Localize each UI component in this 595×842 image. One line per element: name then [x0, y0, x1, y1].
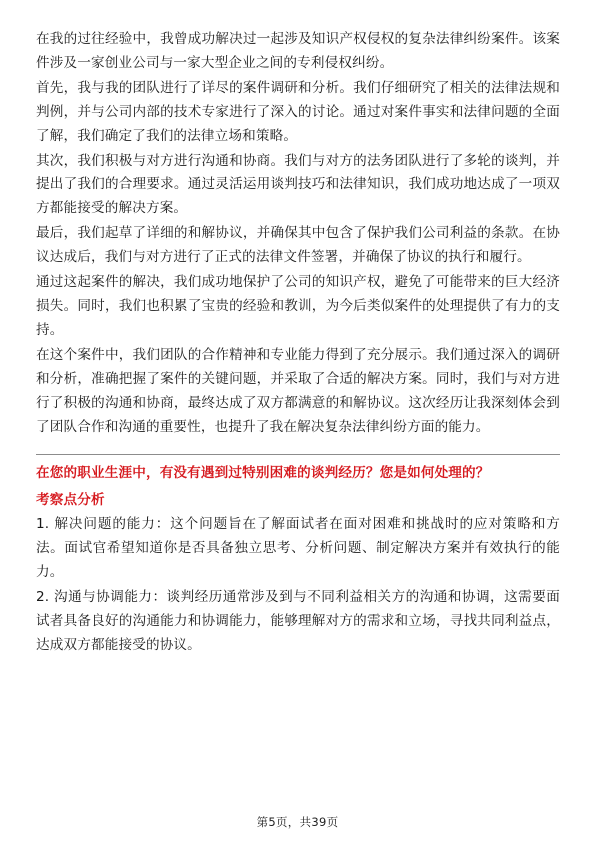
page-footer: 第5页，共39页: [256, 815, 339, 829]
document-page: [36, 28, 560, 658]
body-paragraph-6: 在这个案件中，我们团队的合作精神和专业能力得到了充分展示。我们通过深入的调研和分析，准确把握了案件的关键问题，并采取了合适的解决方案。同时，我们与对方进行了积极的沟通和协商，最终达成了双方都满意的和解协议。这次经历让我深刻体会到了团队合作和沟通的重要性，也提升了我在解决复杂法律纠纷方面的能力。: [36, 346, 560, 435]
body-paragraph-2: 首先，我与我的团队进行了详尽的案件调研和分析。我们仔细研究了相关的法律法规和判例，并与公司内部的技术专家进行了深入的讨论。通过对案件事实和法律问题的全面了解，我们确定了我们的法律立场和策略。: [36, 79, 560, 144]
body-paragraph-5: 通过这起案件的解决，我们成功地保护了公司的知识产权，避免了可能带来的巨大经济损失。同时，我们也积累了宝贵的经验和教训，为今后类似案件的处理提供了有力的支持。: [36, 274, 560, 338]
body-paragraph-1: 在我的过往经验中，我曾成功解决过一起涉及知识产权侵权的复杂法律纠纷案件。该案件涉及一家创业公司与一家大型企业之间的专利侵权纠纷。: [36, 31, 560, 71]
body-paragraph-4: 最后，我们起草了详细的和解协议，并确保其中包含了保护我们公司利益的条款。在协议达成后，我们与对方进行了正式的法律文件签署，并确保了协议的执行和履行。: [36, 225, 560, 266]
body-paragraph-3: 其次，我们积极与对方进行沟通和协商。我们与对方的法务团队进行了多轮的谈判，并提出了我们的合理要求。通过灵活运用谈判技巧和法律知识，我们成功地达成了一项双方都能接受的解决方案。: [36, 152, 560, 217]
section-title: 考察点分析: [36, 492, 105, 509]
interview-question: 在您的职业生涯中，有没有遇到过特别困难的谈判经历？您是如何处理的？: [36, 465, 490, 482]
analysis-point-1: 1. 解决问题的能力：这个问题旨在了解面试者在面对困难和挑战时的应对策略和方法。面试官希望知道你是否具备独立思考、分析问题、制定解决方案并有效执行的能力。: [36, 516, 560, 581]
analysis-point-2: 2. 沟通与协调能力：谈判经历通常涉及到与不同利益相关方的沟通和协调，这需要面试者具备良好的沟通能力和协调能力，能够理解对方的需求和立场，寻找共同利益点，达成双方都能接受的协议。: [36, 588, 560, 653]
section-divider: [36, 454, 560, 455]
